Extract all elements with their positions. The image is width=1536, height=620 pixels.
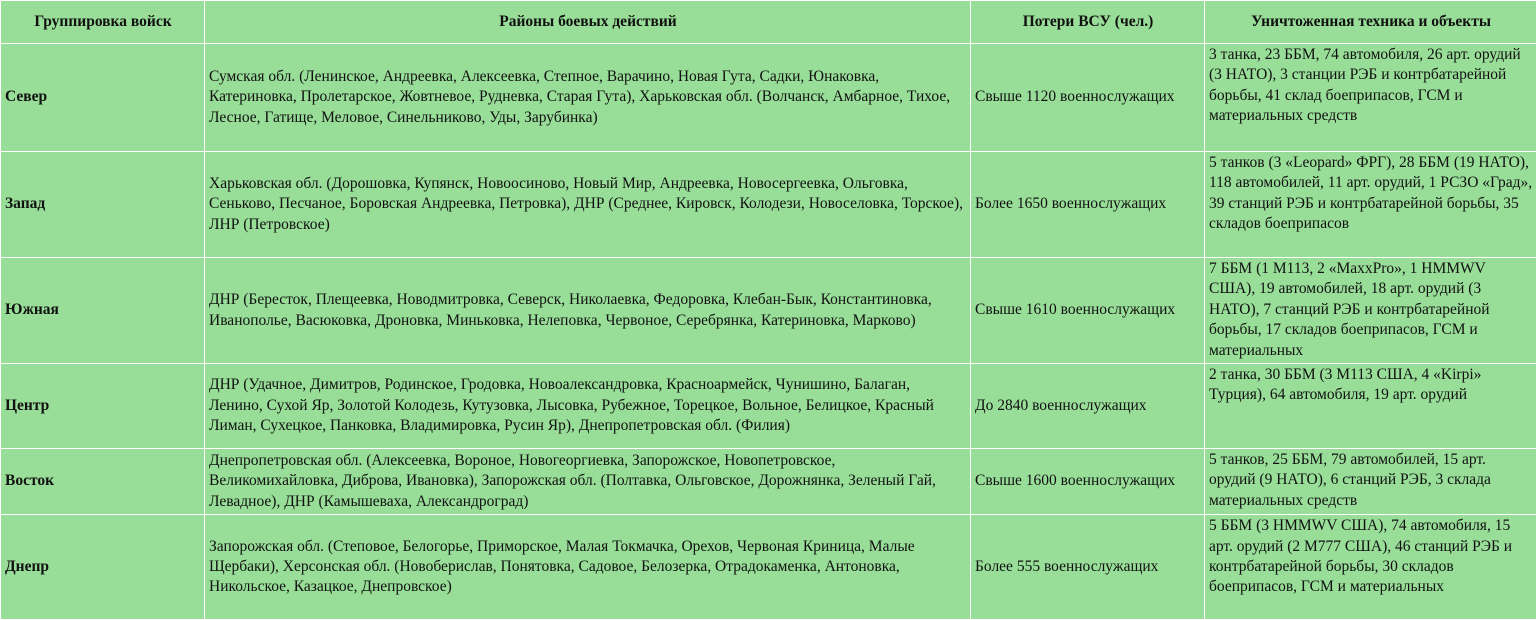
table-row (1, 152, 1536, 258)
equipment-cell: 5 танков, 25 ББМ, 79 автомобилей, 15 арт. орудий (9 НАТО), 6 станций РЭБ, 3 склада материальных средств (1205, 449, 1536, 515)
losses-cell: Свыше 1120 военнослужащих (971, 44, 1205, 152)
equipment-cell: 5 танков (3 «Leopard» ФРГ), 28 ББМ (19 НАТО), 118 автомобилей, 11 арт. орудий, 1 РСЗО «Град», 39 станций РЭБ и контрбатарейной борьбы, 35 складов боеприпасов (1205, 152, 1536, 258)
equipment-cell: 3 танка, 23 ББМ, 74 автомобиля, 26 арт. орудий (3 НАТО), 3 станции РЭБ и контрбатарейной борьбы, 41 склад боеприпасов, ГСМ и материальных средств (1205, 44, 1536, 152)
group-cell: Запад (1, 152, 205, 258)
table-row (1, 515, 1536, 620)
table-row (1, 44, 1536, 152)
equipment-cell: 2 танка, 30 ББМ (3 М113 США, 4 «Kirpi» Турция), 64 автомобиля, 19 арт. орудий (1205, 364, 1536, 449)
table-row (1, 258, 1536, 364)
table-row (1, 364, 1536, 449)
header-areas: Районы боевых действий (205, 1, 971, 44)
areas-cell: ДНР (Удачное, Димитров, Родинское, Гродовка, Новоалександровка, Красноармейск, Чунишино, Балаган, Ленино, Сухой Яр, Золотой Колодезь, Кутузовка, Лысовка, Рубежное, Торецкое, Вольное, Белицкое, Красный Лиман, Сухецкое, Панковка, Владимировка, Русин Яр), Днепропетровская обл. (Филия) (205, 364, 971, 449)
equipment-cell: 7 ББМ (1 М113, 2 «MaxxPro», 1 HMMWV США), 19 автомобилей, 18 арт. орудий (3 НАТО), 7 станций РЭБ и контрбатарейной борьбы, 17 складов боеприпасов, ГСМ и материальных (1205, 258, 1536, 364)
header-row (1, 1, 1536, 44)
group-cell: Днепр (1, 515, 205, 620)
equipment-cell: 5 ББМ (3 HMMWV США), 74 автомобиля, 15 арт. орудий (2 М777 США), 46 станций РЭБ и контрбатарейной борьбы, 30 складов боеприпасов, ГСМ и материальных (1205, 515, 1536, 620)
losses-cell: Более 1650 военнослужащих (971, 152, 1205, 258)
header-equipment: Уничтоженная техника и объекты (1205, 1, 1536, 44)
losses-cell: Более 555 военнослужащих (971, 515, 1205, 620)
group-cell: Север (1, 44, 205, 152)
group-cell: Южная (1, 258, 205, 364)
areas-cell: Запорожская обл. (Степовое, Белогорье, Приморское, Малая Токмачка, Орехов, Червоная Криница, Малые Щербаки), Херсонская обл. (Новоберислав, Понятовка, Садовое, Белозерка, Отрадокаменка, Антоновка, Никольское, Казацкое, Днепровское) (205, 515, 971, 620)
group-cell: Восток (1, 449, 205, 515)
losses-cell: До 2840 военнослужащих (971, 364, 1205, 449)
header-group: Группировка войск (1, 1, 205, 44)
areas-cell: Днепропетровская обл. (Алексеевка, Вороное, Новогеоргиевка, Запорожское, Новопетровское, Великомихайловка, Диброва, Ивановка), Запорожская обл. (Полтавка, Ольговское, Дорожнянка, Зеленый Гай, Левадное), ДНР (Камышеваха, Александроград) (205, 449, 971, 515)
areas-cell: ДНР (Берест​ок, Плещеевка, Новодмитровка, Северск, Николаевка, Федоровка, Клебан-Бык, Константиновка, Иванополье, Васюковка, Дроновка, Миньковка, Нелеповка, Червоное, Серебрянка, Катериновка, Марково) (205, 258, 971, 364)
losses-cell: Свыше 1600 военнослужащих (971, 449, 1205, 515)
areas-cell: Харьковская обл. (Дорошовка, Купянск, Новоосиново, Новый Мир, Андреевка, Новосергеевка, Ольговка, Сеньково, Песчаное, Боровская Андреевка, Петровка), ДНР (Среднее, Кировск, Колодези, Новоселовка, Торское), ЛНР (Петровское) (205, 152, 971, 258)
header-losses: Потери ВСУ (чел.) (971, 1, 1205, 44)
group-cell: Центр (1, 364, 205, 449)
areas-cell: Сумская обл. (Ленинское, Андреевка, Алексеевка, Степное, Варачино, Новая Гута, Садки, Юнаковка, Катериновка, Пролетарское, Жовтневое, Рудневка, Старая Гута), Харьковская обл. (Волчанск, Амбарное, Тихое, Лесное, Гатище, Меловое, Синельниково, Уды, Зарубинка) (205, 44, 971, 152)
table-row (1, 449, 1536, 515)
losses-cell: Свыше 1610 военнослужащих (971, 258, 1205, 364)
